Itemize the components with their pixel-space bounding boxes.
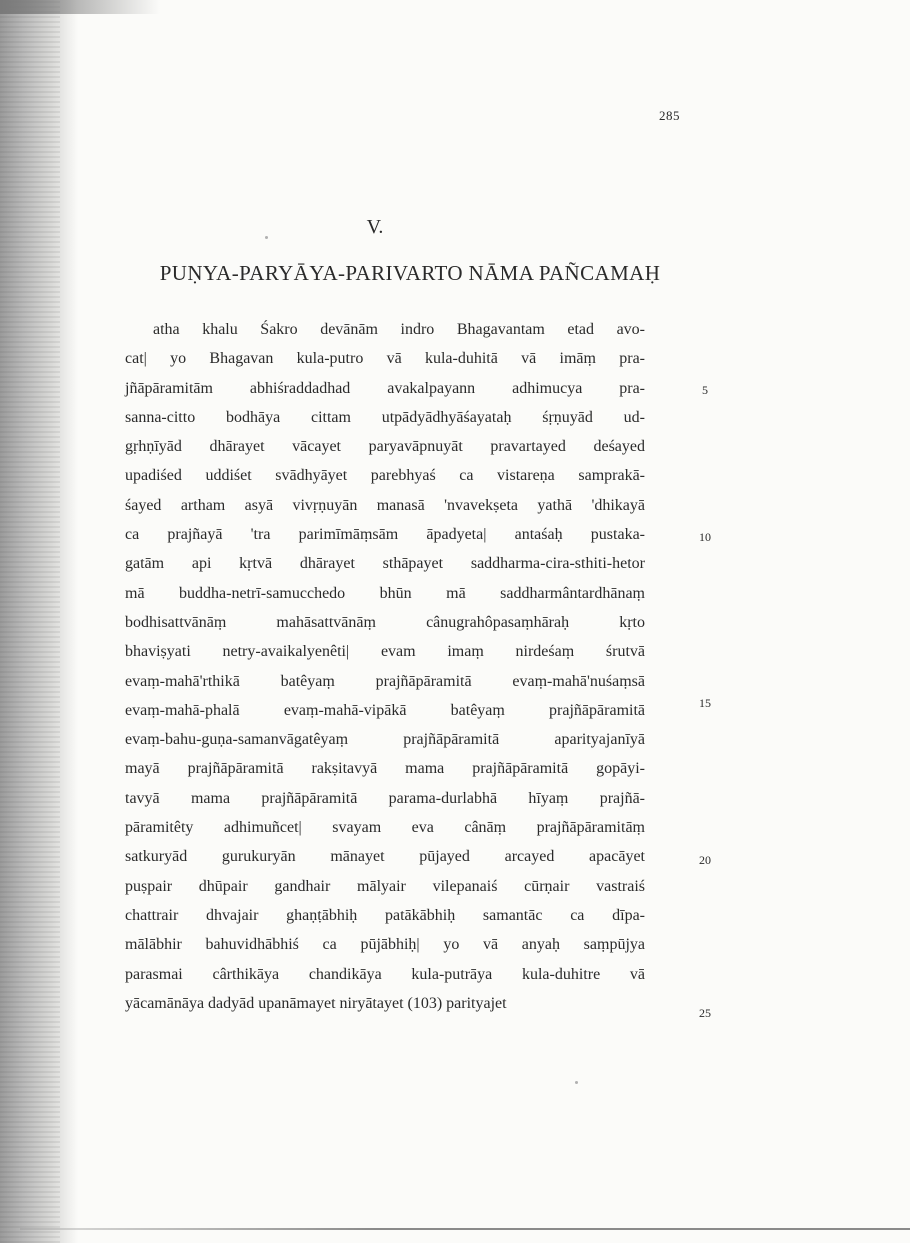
text-line: upadiśed uddiśet svādhyāyet parebhyaś ca vistareṇa samprakā- [125,467,645,485]
text-line: evaṃ-mahā-phalā evaṃ-mahā-vipākā batêyaṃ prajñāpāramitā [125,701,645,719]
text-line: tavyā mama prajñāpāramitā parama-durlabhā hīyaṃ prajñā- [125,789,645,807]
chapter-numeral: V. [366,216,384,238]
text-line: bhaviṣyati netry-avaikalyenêti| evam imaṃ nirdeśaṃ śrutvā [125,643,645,661]
text-line: mayā prajñāpāramitā rakṣitavyā mama prajñāpāramitā gopāyi- [125,760,645,778]
line-number: 25 [699,1006,711,1020]
text-line: chattrair dhvajair ghaṇṭābhiḥ patākābhiḥ samantāc ca dīpa- [125,906,645,924]
text-line: sanna-citto bodhāya cittam utpādyādhyāśayataḥ śṛṇuyād ud- [125,408,645,426]
text-line: evaṃ-mahā'rthikā batêyaṃ prajñāpāramitā evaṃ-mahā'nuśaṃsā [125,672,645,690]
line-number: 20 [699,853,711,867]
scan-top-shadow [0,0,160,14]
text-line: cat| yo Bhagavan kula-putro vā kula-duhitā vā imāṃ pra- [125,350,645,368]
scan-bottom-edge [20,1228,910,1230]
scan-speck [265,236,268,239]
text-line: gatām api kṛtvā dhārayet sthāpayet saddharma-cira-sthiti-hetor [125,555,645,573]
line-number: 15 [699,696,711,710]
text-line: bodhisattvānāṃ mahāsattvānāṃ cânugrahôpasaṃhāraḥ kṛto [125,613,645,631]
line-number: 10 [699,530,711,544]
text-line: ca prajñayā 'tra parimīmāṃsām āpadyeta| antaśaḥ pustaka- [125,526,645,544]
text-line: śayed artham asyā vivṛṇuyān manasā 'nvavekṣeta yathā 'dhikayā [125,496,645,514]
text-line: mālābhir bahuvidhābhiś ca pūjābhiḥ| yo vā anyaḥ saṃpūjya [125,936,645,954]
text-line: evaṃ-bahu-guṇa-samanvāgatêyaṃ prajñāpāramitā aparityajanīyā [125,731,645,749]
text-line: puṣpair dhūpair gandhair mālyair vilepanaiś cūrṇair vastraiś [125,877,645,895]
text-line: parasmai cârthikāya chandikāya kula-putrāya kula-duhitre vā [125,965,645,983]
chapter-title: PUṆYA-PARYĀYA-PARIVARTO NĀMA PAÑCAMAḤ [159,261,661,285]
body-text [125,315,645,1018]
text-line: pāramitêty adhimuñcet| svayam eva cânāṃ prajñāpāramitāṃ [125,819,645,837]
text-line: atha khalu Śakro devānām indro Bhagavantam etad avo- [153,321,645,338]
text-line: mā buddha-netrī-samucchedo bhūn mā saddharmântardhānaṃ [125,584,645,602]
text-line: jñāpāramitām abhiśraddadhad avakalpayann adhimucya pra- [125,379,645,397]
text-line: gṛhṇīyād dhārayet vācayet paryavāpnuyāt pravartayed deśayed [125,438,645,456]
scan-speck [575,1081,578,1084]
scan-grain [0,0,60,1243]
text-line: yācamānāya dadyād upanāmayet niryātayet (103) parityajet [125,994,507,1012]
text-line: satkuryād gurukuryān mānayet pūjayed arcayed apacāyet [125,848,645,866]
page-number: 285 [659,108,680,123]
line-number: 5 [702,383,708,397]
